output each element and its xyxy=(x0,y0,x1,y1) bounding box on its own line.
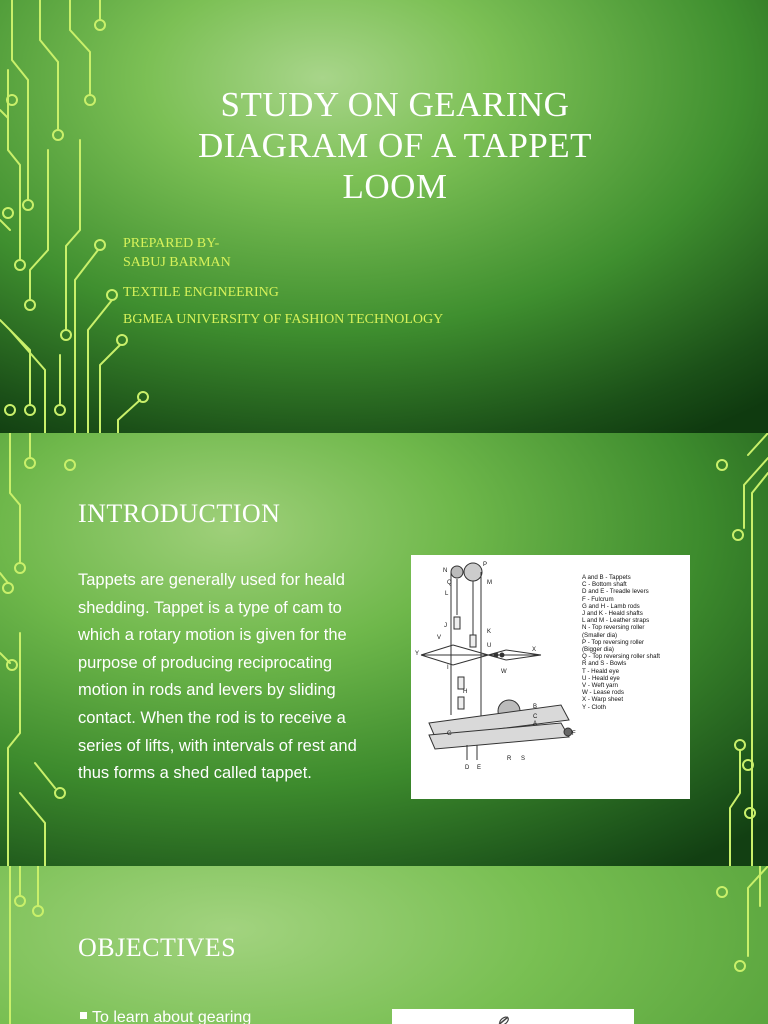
legend-item: (Smaller dia) xyxy=(582,631,618,639)
legend-item: Q - Top reversing roller shaft xyxy=(582,653,660,661)
diagram-label-x: X xyxy=(532,647,537,653)
diagram-label-f: F xyxy=(572,731,576,737)
introduction-slide xyxy=(0,433,768,866)
diagram-label-y: Y xyxy=(415,651,420,657)
circuit-decoration-right xyxy=(700,866,768,1024)
legend-item: W - Lease rods xyxy=(582,689,624,697)
legend-item: F - Fulcrum xyxy=(582,595,614,603)
diagram-label-n: N xyxy=(443,568,448,574)
diagram-label-i: I xyxy=(447,665,449,671)
title-slide xyxy=(0,0,768,433)
diagram-label-d: D xyxy=(465,765,470,771)
diagram-legend xyxy=(582,574,688,711)
legend-item: R and S - Bowls xyxy=(582,660,627,668)
circuit-decoration-left xyxy=(0,866,60,1024)
bullet-square-icon xyxy=(80,1012,87,1019)
diagram-label-s: S xyxy=(521,756,526,762)
diagram-label-j: J xyxy=(444,623,447,629)
tappet-loom-diagram xyxy=(411,555,690,799)
presentation-title: STUDY ON GEARING DIAGRAM OF A TAPPET LOOM xyxy=(197,85,593,206)
diagram-label-v: V xyxy=(437,635,442,641)
diagram-label-k: K xyxy=(487,629,492,635)
university-text: BGMEA UNIVERSITY OF FASHION TECHNOLOGY xyxy=(123,312,444,327)
diagram-label-r: R xyxy=(507,756,512,762)
pin-icon xyxy=(392,1009,634,1024)
legend-item: A and B - Tappets xyxy=(582,574,631,581)
author-name: SABUJ BARMAN xyxy=(123,255,231,270)
author-block xyxy=(123,234,231,272)
legend-item: Y - Cloth xyxy=(582,703,606,711)
diagram-label-u: U xyxy=(487,643,492,649)
legend-item: D and E - Treadle levers xyxy=(582,588,649,596)
legend-item: X - Warp sheet xyxy=(582,696,624,704)
diagram-label-m: M xyxy=(487,580,492,586)
legend-item: V - Weft yarn xyxy=(582,682,618,690)
legend-item: P - Top reversing roller xyxy=(582,638,645,646)
legend-item: T - Heald eye xyxy=(582,667,620,675)
objectives-slide xyxy=(0,866,768,1024)
diagram-label-p: P xyxy=(483,562,488,568)
objective-bullet xyxy=(80,1009,251,1024)
circuit-decoration-right xyxy=(690,433,768,866)
legend-item: G and H - Lamb rods xyxy=(582,602,640,610)
circuit-decoration-left xyxy=(0,433,90,866)
objectives-figure xyxy=(392,1009,634,1024)
section-heading: INTRODUCTION xyxy=(78,499,281,528)
legend-item: N - Top reversing roller xyxy=(582,624,645,632)
legend-item: C - Bottom shaft xyxy=(582,581,627,589)
loom-schematic xyxy=(411,555,581,799)
objective-text: To learn about gearing xyxy=(92,1009,252,1024)
department-text: TEXTILE ENGINEERING xyxy=(123,285,279,300)
diagram-label-h: H xyxy=(463,689,468,695)
diagram-label-b: B xyxy=(533,704,538,710)
legend-item: (Bigger dia) xyxy=(582,646,614,654)
diagram-label-c: C xyxy=(533,714,538,720)
introduction-paragraph: Tappets are generally used for heald shedding. Tappet is a type of cam to which a rotary motion is given for the purpose of producing reciprocating motion in rods and levers by sliding contact. When the rod is to receive a series of lifts, with intervals of rest and thus forms a shed called tappet. xyxy=(78,571,357,783)
circuit-decoration-left xyxy=(0,0,160,433)
diagram-label-l: L xyxy=(445,591,449,597)
section-heading: OBJECTIVES xyxy=(78,933,237,962)
diagram-label-e: E xyxy=(477,765,482,771)
diagram-label-w: W xyxy=(501,669,507,675)
diagram-label-a: A xyxy=(533,721,538,727)
legend-item: U - Heald eye xyxy=(582,674,620,682)
diagram-label-g: G xyxy=(447,731,452,737)
diagram-label-q: Q xyxy=(447,580,452,586)
legend-item: J and K - Heald shafts xyxy=(582,610,643,618)
legend-item: L and M - Leather straps xyxy=(582,617,650,625)
prepared-by-label: PREPARED BY- xyxy=(123,236,220,251)
